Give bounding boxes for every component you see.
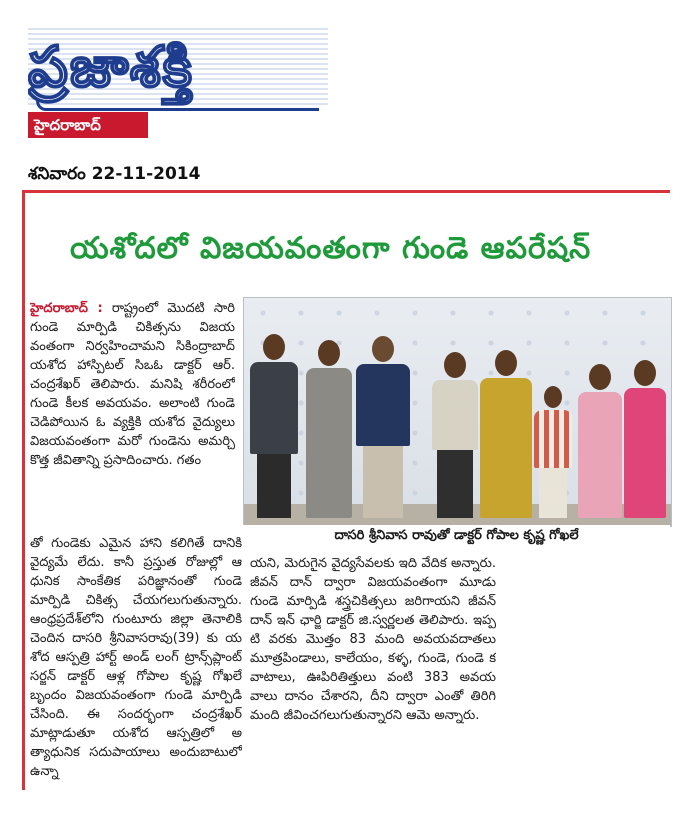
article-dateline: హైదరాబాద్ : bbox=[30, 301, 103, 316]
article-headline: యశోదలో విజయవంతంగా గుండె ఆపరేషన్ bbox=[70, 231, 592, 266]
edition-city: హైదరాబాద్ bbox=[28, 112, 148, 138]
article-column-lead bbox=[30, 299, 235, 534]
masthead bbox=[28, 28, 328, 138]
photo-caption: దాసరి శ్రీనివాస రావుతో డాక్టర్ గోపాల కృష్ణ గోఖలే bbox=[243, 525, 670, 547]
news-photo bbox=[243, 297, 672, 527]
article-body-main: తో గుండెకు ఎమైన హాని కలిగితే దానికి వైద్యమే లేదు. కానీ ప్రస్తుత రోజుల్లో ఆధునిక సాంకేతిక పరిజ్ఞానంతో గుండె మార్పిడి చికిత్స చేయగలుగుతున్నారు. ఆంధ్రప్రదేశ్‌లోని గుంటూరు జిల్లా తెనాలికి చెందిన దాసరి శ్రీనివాసరావు(39) కు యశోద ఆస్పత్రి హార్ట్ అండ్ లంగ్ ట్రాన్స్‌ప్లాంట్ సర్జన్ డాక్టర్ ఆళ్ల గోపాల కృష్ణ గోఖలే బృందం విజయవంతంగా గుండె మార్పిడి చేసింది. ఈ సందర్భంగా చంద్రశేఖర్ మాట్లాడుతూ యశోద ఆస్పత్రిలో అత్యాధునిక సదుపాయాలు అందుబాటులో ఉన్నా bbox=[30, 536, 242, 779]
person-figure bbox=[534, 386, 572, 518]
article-body-right: యని, మెరుగైన వైద్యసేవలకు ఇది వేదిక అన్నారు. జీవన్ దాన్ ద్వారా విజయవంతంగా మూడు గుండె మార్పిడి శస్త్రచికిత్సలు జరిగాయని జీవన్ దాన్ ఇన్ ఛార్జి డాక్టర్ జి.స్వర్ణలత తెలిపారు. ఇప్పటి వరకు మొత్తం 83 మంది అవయవదాతలు మూత్రపిండాలు, కాలేయం, కళ్ళ, గుండె, గుండె కవాటాలు, ఊపిరితిత్తులు వంటి 383 అవయవాలు దానం చేశారని, దీని ద్వారా ఎంతో తిరిగి మంది జీవించగలుగుతున్నారని ఆమె అన్నారు. bbox=[250, 556, 496, 723]
person-figure bbox=[578, 364, 622, 518]
article-body-lead: రాష్ట్రంలో మొదటి సారి గుండె మార్పిడి చికిత్సను విజయవంతంగా నిర్వహించామని సికింద్రాబాద్ యశోద హాస్పిటల్ సిఒఓ డాక్టర్ ఆర్. చంద్రశేఖర్ తెలిపారు. మనిషి శరీరంలో గుండె కీలక అవయవం. అలాంటి గుండె చెడిపోయిన ఓ వ్యక్తికి యశోద వైద్యులు విజయవంతంగా మరో గుండెను అమర్చి కొత్త జీవితాన్ని ప్రసాదించారు. గతం bbox=[30, 301, 235, 468]
person-figure bbox=[624, 360, 666, 518]
person-figure bbox=[432, 352, 478, 518]
person-figure bbox=[356, 336, 410, 518]
person-figure bbox=[306, 340, 352, 518]
article-top-rule bbox=[22, 190, 670, 193]
article-left-rule bbox=[22, 190, 25, 790]
logo-flourish bbox=[36, 100, 319, 111]
person-figure bbox=[480, 350, 532, 518]
publication-date: శనివారం 22-11-2014 bbox=[28, 164, 201, 184]
person-figure bbox=[250, 334, 298, 518]
newspaper-logo: ప్రజాశక్తి bbox=[28, 28, 328, 108]
